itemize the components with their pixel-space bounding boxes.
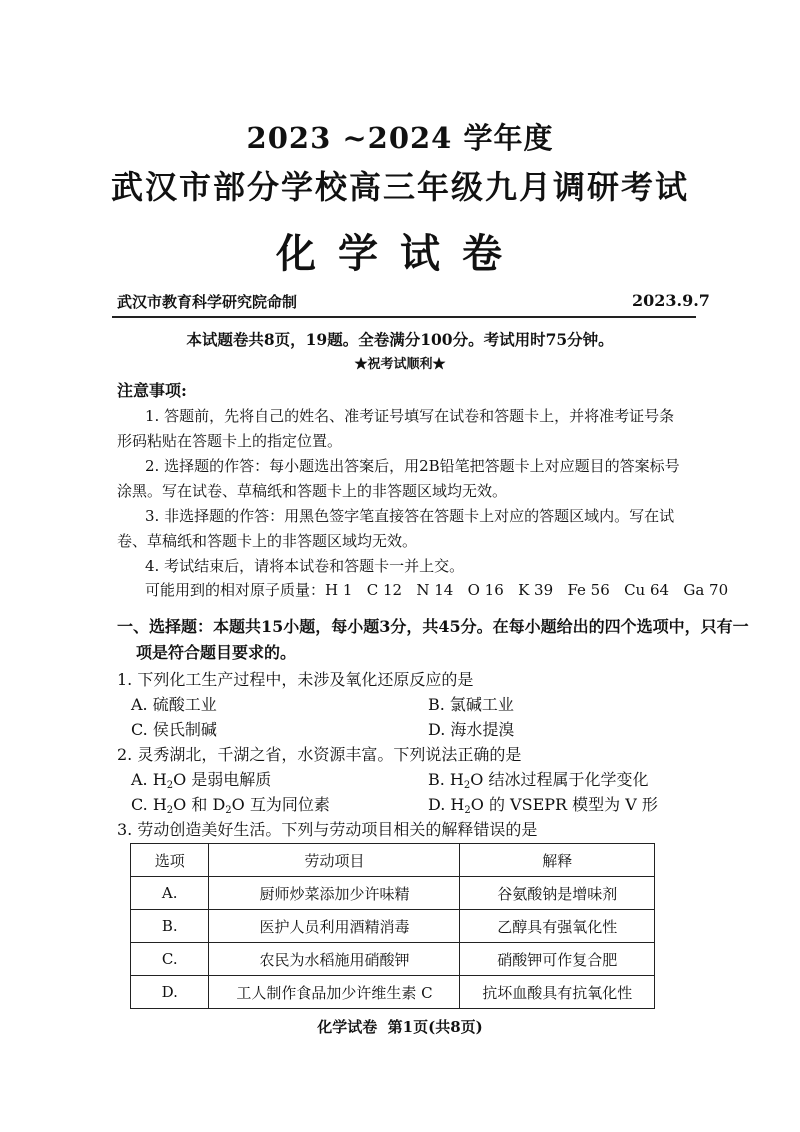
q2-b-text-1: B. H bbox=[428, 770, 464, 789]
question-3-stem: 3. 劳动创造美好生活。下列与劳动项目相关的解释错误的是 bbox=[117, 820, 538, 839]
question-2-option-b bbox=[428, 767, 648, 791]
notes-title: 注意事项: bbox=[117, 381, 187, 400]
note-4: 4. 考试结束后，请将本试卷和答题卡一并上交。 bbox=[145, 557, 465, 575]
table-row bbox=[131, 943, 655, 976]
question-1-option-b: B. 氯碱工业 bbox=[428, 695, 514, 714]
note-2-line-2: 涂黑。写在试卷、草稿纸和答题卡上的非答题区域均无效。 bbox=[117, 482, 508, 500]
table-row bbox=[131, 910, 655, 943]
exam-name: 武汉市部分学校高三年级九月调研考试 bbox=[110, 168, 689, 206]
section-heading-line-2: 项是符合题目要求的。 bbox=[136, 643, 297, 662]
note-3-line-2: 卷、草稿纸和答题卡上的非答题区域均无效。 bbox=[117, 532, 418, 550]
q2-b-text-2: O 结冰过程属于化学变化 bbox=[470, 770, 649, 789]
table-row bbox=[131, 976, 655, 1009]
exam-info: 本试题卷共8页，19题。全卷满分100分。考试用时75分钟。 bbox=[186, 330, 614, 349]
table-cell-labor-item: 医护人员利用酒精消毒 bbox=[209, 910, 460, 943]
q2-b-sub: 2 bbox=[463, 780, 471, 791]
table-cell-option: B. bbox=[131, 910, 209, 943]
table-cell-labor-item: 农民为水稻施用硝酸钾 bbox=[209, 943, 460, 976]
q2-d-text-2: O 的 VSEPR 模型为 V 形 bbox=[470, 795, 658, 814]
question-1-option-c: C. 侯氏制碱 bbox=[131, 720, 217, 739]
q2-c-text-3: O 互为同位素 bbox=[231, 795, 330, 814]
table-cell-explanation: 乙醇具有强氧化性 bbox=[460, 910, 655, 943]
exam-year: 2023 ~2024 学年度 bbox=[246, 121, 554, 155]
table-cell-explanation: 抗坏血酸具有抗氧化性 bbox=[460, 976, 655, 1009]
question-2-option-a bbox=[131, 767, 271, 791]
table-cell-labor-item: 工人制作食品加少许维生素 C bbox=[209, 976, 460, 1009]
question-1-stem: 1. 下列化工生产过程中，未涉及氧化还原反应的是 bbox=[117, 670, 474, 689]
note-1-line-2: 形码粘贴在答题卡上的指定位置。 bbox=[117, 432, 343, 450]
question-1-option-d: D. 海水提溴 bbox=[428, 720, 515, 739]
q2-d-sub: 2 bbox=[464, 805, 471, 816]
section-heading-line-1: 一、选择题：本题共15小题，每小题3分，共45分。在每小题给出的四个选项中，只有一 bbox=[117, 617, 749, 636]
table-cell-explanation: 谷氨酸钠是增味剂 bbox=[460, 877, 655, 910]
table-header-explanation: 解释 bbox=[460, 844, 655, 877]
note-2-line-1: 2. 选择题的作答：每小题选出答案后，用2B铅笔把答题卡上对应题目的答案标号 bbox=[145, 457, 680, 475]
header-divider bbox=[112, 316, 696, 318]
table-row bbox=[131, 877, 655, 910]
table-cell-labor-item: 厨师炒菜添加少许味精 bbox=[209, 877, 460, 910]
q2-a-sub: 2 bbox=[166, 780, 174, 791]
table-header-labor-item: 劳动项目 bbox=[209, 844, 460, 877]
q2-c-text-2: O 和 D bbox=[173, 795, 226, 814]
q2-c-text-1: C. H bbox=[131, 795, 167, 814]
atomic-masses: 可能用到的相对原子质量：H 1 C 12 N 14 O 16 K 39 Fe 56 Cu 64 Ga 70 bbox=[145, 581, 729, 599]
q2-a-text-2: O 是弱电解质 bbox=[173, 770, 272, 789]
table-cell-explanation: 硝酸钾可作复合肥 bbox=[460, 943, 655, 976]
question-3-table bbox=[130, 843, 655, 1009]
note-1-line-1: 1. 答题前，先将自己的姓名、准考证号填写在试卷和答题卡上，并将准考证号条 bbox=[145, 407, 675, 425]
subject-title: 化学试卷 bbox=[276, 230, 524, 277]
table-cell-option: D. bbox=[131, 976, 209, 1009]
q2-a-text-1: A. H bbox=[131, 770, 167, 789]
question-2-option-d bbox=[428, 792, 658, 816]
question-1-option-a: A. 硫酸工业 bbox=[131, 695, 217, 714]
page-footer: 化学试卷 第1页(共8页) bbox=[317, 1018, 483, 1036]
table-header-row bbox=[131, 844, 655, 877]
good-luck-note: ★祝考试顺利★ bbox=[354, 357, 446, 372]
q2-c-sub-2: 2 bbox=[225, 805, 232, 816]
q2-c-sub-1: 2 bbox=[166, 805, 174, 816]
exam-date: 2023.9.7 bbox=[632, 291, 710, 310]
question-2-option-c bbox=[131, 792, 330, 816]
table-cell-option: C. bbox=[131, 943, 209, 976]
issuer: 武汉市教育科学研究院命制 bbox=[117, 293, 298, 311]
table-cell-option: A. bbox=[131, 877, 209, 910]
note-3-line-1: 3. 非选择题的作答：用黑色签字笔直接答在答题卡上对应的答题区域内。写在试 bbox=[145, 507, 675, 525]
question-2-stem: 2. 灵秀湖北，千湖之省，水资源丰富。下列说法正确的是 bbox=[117, 745, 522, 764]
q2-d-text-1: D. H bbox=[428, 795, 465, 814]
table-header-option: 选项 bbox=[131, 844, 209, 877]
